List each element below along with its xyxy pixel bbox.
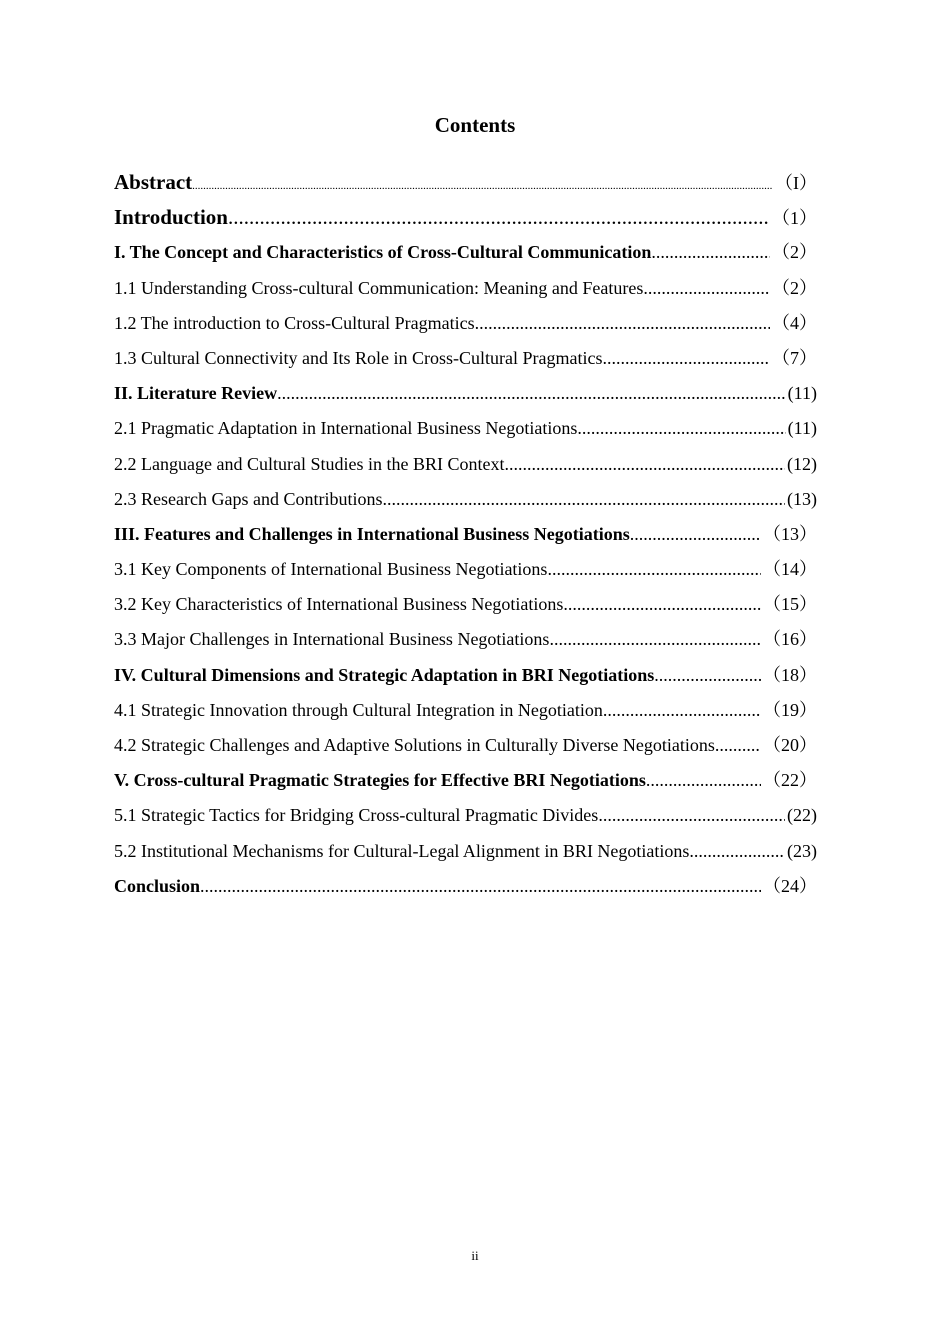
toc-entry-page: (23) bbox=[787, 840, 817, 861]
dot-leader bbox=[602, 341, 770, 376]
toc-entry-title: 2.3 Research Gaps and Contributions bbox=[114, 488, 383, 509]
toc-entry-section-5-1[interactable] bbox=[114, 798, 817, 833]
toc-entry-page: （2） bbox=[772, 277, 817, 298]
toc-entry-section-4-2[interactable] bbox=[114, 728, 817, 763]
toc-entry-section-2-1[interactable] bbox=[114, 411, 817, 446]
toc-entry-page: (11) bbox=[787, 418, 817, 439]
toc-entry-chapter-3[interactable] bbox=[114, 517, 817, 552]
dot-leader bbox=[654, 658, 761, 693]
toc-entry-conclusion[interactable] bbox=[114, 869, 817, 904]
toc-entry-title: III. Features and Challenges in International Business Negotiations bbox=[114, 523, 630, 544]
toc-entry-title: 3.2 Key Characteristics of International Business Negotiations bbox=[114, 594, 564, 615]
page-title: Contents bbox=[434, 113, 516, 137]
dot-leader bbox=[228, 200, 770, 235]
dot-leader bbox=[577, 411, 785, 446]
toc-entry-title: 4.1 Strategic Innovation through Cultural Integration in Negotiation bbox=[114, 699, 603, 720]
toc-entry-page: （24） bbox=[763, 875, 817, 896]
toc-entry-section-5-2[interactable] bbox=[114, 834, 817, 869]
toc-entry-page: （14） bbox=[763, 559, 817, 580]
dot-leader bbox=[598, 798, 785, 833]
toc-entry-section-1-1[interactable] bbox=[114, 271, 817, 306]
dot-leader bbox=[651, 235, 770, 270]
dot-leader bbox=[715, 728, 761, 763]
dot-leader bbox=[643, 271, 770, 306]
toc-entry-section-2-2[interactable] bbox=[114, 447, 817, 482]
toc-entry-title: 5.2 Institutional Mechanisms for Cultural-Legal Alignment in BRI Negotiations bbox=[114, 840, 690, 861]
toc-entry-title: IV. Cultural Dimensions and Strategic Adaptation in BRI Negotiations bbox=[114, 664, 655, 685]
toc-entry-section-1-3[interactable] bbox=[114, 341, 817, 376]
dot-leader bbox=[646, 763, 761, 798]
dot-leader bbox=[603, 693, 761, 728]
toc-entry-title: 1.1 Understanding Cross-cultural Communication: Meaning and Features bbox=[114, 277, 644, 298]
toc-entry-chapter-1[interactable] bbox=[114, 235, 817, 270]
toc-entry-title: Introduction bbox=[114, 205, 228, 230]
toc-entry-chapter-5[interactable] bbox=[114, 763, 817, 798]
toc-entry-title: Conclusion bbox=[114, 875, 201, 896]
toc-entry-section-2-3[interactable] bbox=[114, 482, 817, 517]
toc-entry-section-4-1[interactable] bbox=[114, 693, 817, 728]
page-number: ii bbox=[471, 1248, 479, 1263]
toc-entry-title: 1.2 The introduction to Cross-Cultural Pragmatics bbox=[114, 312, 475, 333]
dot-leader bbox=[689, 834, 785, 869]
dot-leader bbox=[475, 306, 770, 341]
toc-entry-page: （15） bbox=[763, 594, 817, 615]
toc-entry-page: （19） bbox=[763, 699, 817, 720]
toc-entry-page: （20） bbox=[763, 735, 817, 755]
toc-entry-title: 1.3 Cultural Connectivity and Its Role in Cross-Cultural Pragmatics bbox=[114, 347, 603, 368]
toc-entry-page: (22) bbox=[787, 805, 817, 826]
toc-entry-section-3-2[interactable] bbox=[114, 587, 817, 622]
toc-entry-title: Abstract bbox=[114, 170, 193, 194]
toc-entry-page: (13) bbox=[787, 488, 817, 509]
toc-entry-page: （7） bbox=[772, 347, 817, 368]
dot-leader bbox=[547, 552, 761, 587]
toc-entry-section-3-1[interactable] bbox=[114, 552, 817, 587]
toc-entry-abstract[interactable] bbox=[114, 165, 817, 200]
toc-entry-title: V. Cross-cultural Pragmatic Strategies for Effective BRI Negotiations bbox=[114, 770, 646, 791]
toc-entry-page: （1） bbox=[772, 208, 817, 229]
toc-entry-title: 5.1 Strategic Tactics for Bridging Cross-cultural Pragmatic Divides bbox=[114, 805, 599, 826]
toc-entry-page: （2） bbox=[772, 242, 817, 263]
toc-entry-title: 2.2 Language and Cultural Studies in the BRI Context bbox=[114, 453, 505, 474]
toc-entry-title: II. Literature Review bbox=[114, 383, 278, 404]
toc-entry-introduction[interactable] bbox=[114, 200, 817, 235]
toc-entry-chapter-4[interactable] bbox=[114, 658, 817, 693]
toc-entry-page: （4） bbox=[772, 312, 817, 333]
toc-entry-page: （22） bbox=[763, 770, 817, 791]
dot-leader bbox=[549, 622, 761, 657]
toc-entry-page: (11) bbox=[787, 383, 817, 404]
toc-entry-title: I. The Concept and Characteristics of Cross-Cultural Communication bbox=[114, 242, 652, 263]
toc-entry-page: （18） bbox=[763, 664, 817, 685]
toc-entry-page: （13） bbox=[763, 523, 817, 544]
toc-entry-title: 4.2 Strategic Challenges and Adaptive Solutions in Culturally Diverse Negotiations bbox=[114, 735, 715, 755]
toc-entry-chapter-2[interactable] bbox=[114, 376, 817, 411]
toc-entry-title: 3.1 Key Components of International Business Negotiations bbox=[114, 559, 548, 580]
toc-entry-section-1-2[interactable] bbox=[114, 306, 817, 341]
toc-entry-page: （I） bbox=[775, 173, 817, 193]
toc-entry-title: 2.1 Pragmatic Adaptation in International Business Negotiations bbox=[114, 418, 578, 439]
toc-entry-title: 3.3 Major Challenges in International Business Negotiations bbox=[114, 629, 550, 650]
dot-leader bbox=[277, 376, 786, 411]
toc-entry-page: （16） bbox=[763, 629, 817, 650]
toc-entry-section-3-3[interactable] bbox=[114, 622, 817, 657]
toc-entry-page: (12) bbox=[787, 453, 817, 474]
dot-leader bbox=[563, 587, 761, 622]
dot-leader bbox=[504, 447, 785, 482]
table-of-contents bbox=[114, 165, 817, 904]
dot-leader bbox=[192, 169, 773, 204]
dot-leader bbox=[630, 517, 761, 552]
dot-leader bbox=[200, 869, 761, 904]
dot-leader bbox=[382, 482, 785, 517]
